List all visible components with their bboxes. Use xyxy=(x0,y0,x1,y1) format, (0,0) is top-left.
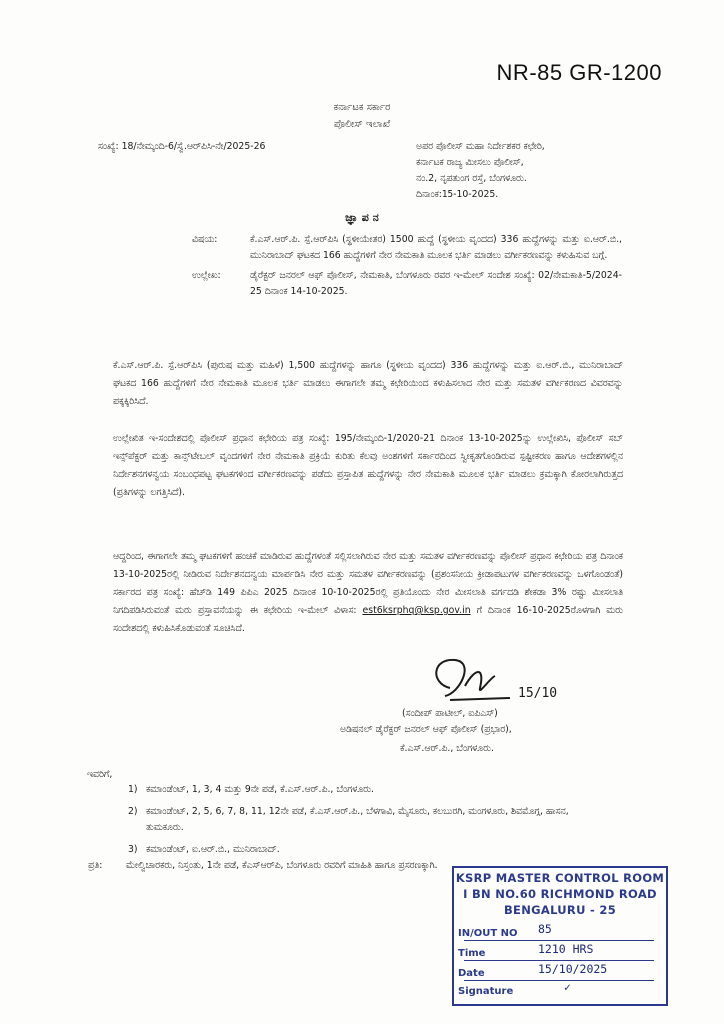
stamp-rule xyxy=(464,940,654,941)
reference-text: ಡೈರೆಕ್ಟರ್ ಜನರಲ್ ಆಫ್ ಪೊಲೀಸ್, ನೇಮಕಾತಿ, ಬೆಂಗಳೂರು ರವರ ಇ-ಮೇಲ್ ಸಂದೇಶ ಸಂಖ್ಯೆ: 02/ನೇಮಕಾತಿ-5/2024-25 ದಿನಾಂಕ 14-10-2025. xyxy=(250,270,622,297)
recipients-list xyxy=(128,782,608,864)
list-item xyxy=(128,842,608,858)
list-item xyxy=(128,782,608,798)
copy-label: ಪ್ರತಿ: xyxy=(88,860,103,871)
reference-row xyxy=(192,268,622,300)
email-link[interactable]: est6ksrphq@ksp.gov.in xyxy=(362,605,471,616)
control-room-stamp xyxy=(452,866,668,1006)
office-line: ಅಪರ ಪೊಲೀಸ್ ಮಹಾ ನಿರ್ದೇಶಕರ ಕಛೇರಿ, xyxy=(416,141,545,152)
list-text: ಕಮಾಂಡೆಂಟ್, 1, 3, 4 ಮತ್ತು 9ನೇ ಪಡೆ, ಕೆ.ಎಸ್.ಆರ್.ಪಿ., ಬೆಂಗಳೂರು. xyxy=(146,784,375,795)
stamp-line-3: BENGALURU - 25 xyxy=(503,903,617,917)
recipients-label: ಇವರಿಗೆ, xyxy=(87,769,113,780)
office-line: ನಂ.2, ನೃಪತುಂಗ ರಸ್ತೆ, ಬೆಂಗಳೂರು. xyxy=(416,173,527,184)
office-address xyxy=(416,139,666,203)
stamp-signature-value: ✓ xyxy=(564,980,571,994)
list-number: 3) xyxy=(128,844,138,855)
letter-number: ಸಂಖ್ಯೆ: 18/ನೇಮ್ಕಂದಿ-6/ಸ್ವೆ.ಆರ್‌ಪಿಸಿ-ನೇ/2025-26 xyxy=(98,141,266,152)
list-text: ಕಮಾಂಡೆಂಟ್, 2, 5, 6, 7, 8, 11, 12ನೇ ಪಡೆ, ಕೆ.ಎಸ್.ಆರ್.ಪಿ., ಬೆಳಗಾವಿ, ಮೈಸೂರು, ಕಲಬುರಗಿ, ಮಂಗಳೂರು, ಶಿವಮೊಗ್ಗ, ಹಾಸನ, ತುಮಕೂರು. xyxy=(146,806,569,833)
stamp-date-value: 15/10/2025 xyxy=(538,962,608,976)
stamp-inout-value: 85 xyxy=(538,922,552,936)
subject-row xyxy=(192,232,622,264)
reference-label: ಉಲ್ಲೇಖ: xyxy=(192,270,221,281)
reference-code: NR-85 GR-1200 xyxy=(496,60,662,85)
list-item xyxy=(128,804,608,836)
paragraph-1: ಕೆ.ಎಸ್.ಆರ್.ಪಿ. ಸ್ಪೆ.ಆರ್‌ಪಿಸಿ (ಪುರುಷ ಮತ್ತು ಮಹಿಳೆ) 1,500 ಹುದ್ದೆಗಳನ್ನು ಹಾಗೂ (ಸ್ಥಳೀಯ ವೃಂದದ) 336 ಹುದ್ದೆಗಳನ್ನು ಮತ್ತು ಐ.ಆರ್.ಬಿ., ಮುನಿರಾಬಾದ್ ಘಟಕದ 166 ಹುದ್ದೆಗಳಿಗೆ ನೇರ ನೇಮಕಾತಿ ಮೂಲಕ ಭರ್ತಿ ಮಾಡಲು ಈಗಾಗಲೇ ತಮ್ಮ ಕಛೇರಿಯಿಂದ ಕಳುಹಿಸಲಾದ ನೇರ ಮತ್ತು ಸಮತಳ ವರ್ಗೀಕರಣದ ವಿವರವನ್ನು ಪಕ್ಕಕ್ಕಿರಿಸಿದೆ. xyxy=(113,360,623,407)
stamp-date-label: Date xyxy=(458,968,485,979)
stamp-rule xyxy=(464,980,654,981)
paragraph-2: ಉಲ್ಲೇಖಿತ ಇ-ಸಂದೇಶದಲ್ಲಿ ಪೊಲೀಸ್ ಪ್ರಧಾನ ಕಛೇರಿಯ ಪತ್ರ ಸಂಖ್ಯೆ: 195/ನೇಮ್ಕಂದಿ-1/2020-21 ದಿನಾಂಕ 13-10-2025ನ್ನು ಉಲ್ಲೇಖಿಸಿ, ಪೊಲೀಸ್ ಸಬ್ ಇನ್ಸ್‌ಪೆಕ್ಟರ್ ಮತ್ತು ಕಾನ್ಸ್‌ಟೇಬಲ್ ವೃಂದಗಳಿಗೆ ನೇರ ನೇಮಕಾತಿ ಪ್ರಕ್ರಿಯೆ ಕುರಿತು ಕೆಲವು ಅಂಶಗಳಿಗೆ ಸರ್ಕಾರದಿಂದ ಸ್ವೀಕೃತಗೊಂಡಿರುವ ಸ್ಪಷ್ಟೀಕರಣ ಹಾಗೂ ಆದೇಶಗಳಲ್ಲಿನ ನಿರ್ದೇಶನಗಳನ್ವಯ ಸಂಬಂಧಪಟ್ಟ ಘಟಕಗಳಿಂದ ವರ್ಗೀಕರಣವನ್ನು ಪಡೆದು ಪ್ರಸ್ತಾಪಿತ ಹುದ್ದೆಗಳನ್ನು ನೇರ ನೇಮಕಾತಿ ಮೂಲಕ ಭರ್ತಿ ಮಾಡಲು ಕ್ರಮಕ್ಕಾಗಿ ಕೋರಲಾಗಿರುತ್ತದ (ಪ್ರತಿಗಳನ್ನು ಲಗತ್ತಿಸಿದೆ). xyxy=(113,433,623,498)
signature-date: 15/10 xyxy=(518,686,558,701)
letter-date xyxy=(416,187,666,203)
list-number: 2) xyxy=(128,806,138,817)
signatory-designation: ಅಡಿಷನಲ್ ಡೈರೆಕ್ಟರ್ ಜನರಲ್ ಆಫ್ ಪೊಲೀಸ್ (ಪ್ರಭಾರ), xyxy=(340,724,512,735)
paragraph-3-tail: ಗೆ ದಿನಾಂಕ 16-10-2025ರೊಳಗಾಗಿ ಮರು ಸಂದೇಶದಲ್ಲಿ ಕಳುಹಿಸಿಕೊಡುವಂತೆ ಸೂಚಿಸಿದೆ. xyxy=(113,605,623,634)
date-suffix: -10-2025. xyxy=(453,189,499,200)
dept-title: ಪೊಲೀಸ್ ಇಲಾಖೆ xyxy=(333,119,391,130)
subject-block xyxy=(192,232,622,300)
signatory-place: ಕೆ.ಎಸ್.ಆರ್.ಪಿ., ಬೆಂಗಳೂರು. xyxy=(400,743,494,754)
paragraph-3-main: ಆದ್ದರಿಂದ, ಈಗಾಗಲೇ ತಮ್ಮ ಘಟಕಗಳಿಗೆ ಹಂಚಿಕೆ ಮಾಡಿರುವ ಹುದ್ದೆಗಳಂತೆ ಸಲ್ಲಿಸಲಾಗಿರುವ ನೇರ ಮತ್ತು ಸಮತಳ ವರ್ಗೀಕರಣವನ್ನು ಪೊಲೀಸ್ ಪ್ರಧಾನ ಕಛೇರಿಯ ಪತ್ರ ದಿನಾಂಕ 13-10-2025ರಲ್ಲಿ ನೀಡಿರುವ ನಿರ್ದೇಶನದನ್ವಯ ಮಾರ್ಪಡಿಸಿ ನೇರ ಮತ್ತು ಸಮತಳ ವರ್ಗೀಕರಣವನ್ನು (ಪ್ರಶಂಸನೀಯ ಕ್ರೀಡಾಪಟುಗಳ ವರ್ಗೀಕರಣವನ್ನು ಒಳಗೊಂಡಂತೆ) ಸರ್ಕಾರದ ಪತ್ರ ಸಂಖ್ಯೆ: ಹೆಚ್‌ಡಿ 149 ಪಿಪಿಎ 2025 ದಿನಾಂಕ 10-10-2025ರಲ್ಲಿ ಪ್ರತಿಯೊಂದು ನೇರ ಮೀಸಲಾತಿ ವರ್ಗದಡಿ ಶೇಕಡಾ 3% ರಷ್ಟು ಮೀಸಲಾತಿ ನಿಗದಿಪಡಿಸಿರುವಂತೆ ಮರು ಪ್ರಸ್ತಾವನೆಯನ್ನು ಈ ಕಛೇರಿಯ ಇ-ಮೇಲ್ ವಿಳಾಸ: xyxy=(113,551,623,616)
stamp-time-label: Time xyxy=(458,948,486,959)
stamp-time-value: 1210 HRS xyxy=(538,942,594,956)
notice-title: ಜ್ಞಾ ಪ ನ xyxy=(345,211,379,224)
govt-title: ಕರ್ನಾಟಕ ಸರ್ಕಾರ xyxy=(333,102,391,113)
subject-text: ಕೆ.ಎಸ್.ಆರ್.ಪಿ. ಸ್ಪೆ.ಆರ್‌ಪಿಸಿ (ಸ್ಥಳೀಯೇತರ) 1500 ಹುದ್ದೆ (ಸ್ಥಳೀಯ ವೃಂದದ) 336 ಹುದ್ದೆಗಳನ್ನು ಮತ್ತು ಐ.ಆರ್.ಬಿ., ಮುನಿರಾಬಾದ್ ಘಟಕದ 166 ಹುದ್ದೆಗಳಿಗೆ ನೇರ ನೇಮಕಾತಿ ಮೂಲಕ ಭರ್ತಿ ಮಾಡಲು ವರ್ಗೀಕರಣವನ್ನು ಕಳುಹಿಸುವ ಬಗ್ಗೆ. xyxy=(250,234,622,261)
date-handwritten: 15 xyxy=(441,189,454,200)
list-text: ಕಮಾಂಡೆಂಟ್, ಐ.ಆರ್.ಬಿ., ಮುನಿರಾಬಾದ್. xyxy=(146,844,280,855)
subject-label: ವಿಷಯ: xyxy=(192,234,218,245)
stamp-line-1: KSRP MASTER CONTROL ROOM xyxy=(455,871,665,885)
signatory-name: (ಸಂದೀಪ್ ಪಾಟೀಲ್, ಐಪಿಎಸ್) xyxy=(402,708,498,719)
office-line: ಕರ್ನಾಟಕ ರಾಜ್ಯ ಮೀಸಲು ಪೊಲೀಸ್, xyxy=(416,157,524,168)
paragraph-3 xyxy=(113,548,623,638)
list-number: 1) xyxy=(128,784,138,795)
stamp-inout-label: IN/OUT NO xyxy=(458,928,518,939)
copy-text: ಮೇಲ್ವಿಚಾರಕರು, ನಿಸ್ತಂತು, 1ನೇ ಪಡೆ, ಕೆಎಸ್‌ಆರ್‌ಪಿ, ಬೆಂಗಳೂರು ರವರಿಗೆ ಮಾಹಿತಿ ಹಾಗೂ ಪ್ರಸರಣಕ್ಕಾಗಿ. xyxy=(126,860,438,871)
stamp-rule xyxy=(464,960,654,961)
stamp-signature-label: Signature xyxy=(458,986,514,997)
stamp-line-2: I BN NO.60 RICHMOND ROAD xyxy=(463,887,657,901)
date-prefix: ದಿನಾಂಕ: xyxy=(416,189,442,200)
